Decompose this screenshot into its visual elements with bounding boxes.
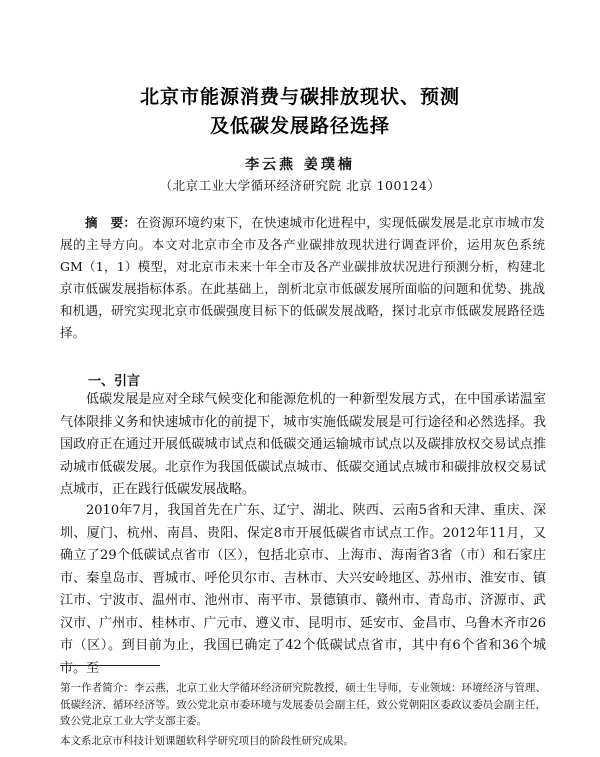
body-paragraph-1: 低碳发展是应对全球气候变化和能源危机的一种新型发展方式，在中国承诺温室气体限排义务和快速城市化的前提下，城市实施低碳发展是可行途径和必然选择。我国政府正在通过开展低碳城市试点和低碳交通运输城市试点以及碳排放权交易试点推动城市低碳发展。北京作为我国低碳试点城市、低碳交通试点城市和碳排放权交易试点城市，正在践行低碳发展战略。: [60, 392, 546, 497]
abstract-text: 在资源环境约束下，在快速城市化进程中，实现低碳发展是北京市城市发展的主导方向。本文对北京市全市及各产业碳排放现状进行调查评价，运用灰色系统GM（1，1）模型，对北京市未来十年全市及各产业碳排放状况进行预测分析，构建北京市低碳发展指标体系。在此基础上，剖析北京市低碳发展所面临的问题和优势、挑战和机遇，研究实现北京市低碳强度目标下的低碳发展战略，探讨北京市低碳发展路径选择。: [60, 215, 545, 340]
footnote-divider: [60, 665, 160, 666]
footnote-funding: 本文系北京市科技计划课题软科学研究项目的阶段性研究成果。: [60, 735, 354, 747]
paper-title-line-1: 北京市能源消费与碳排放现状、预测: [139, 86, 460, 108]
affiliation: （北京工业大学循环经济研究院 北京 100124）: [159, 178, 441, 193]
abstract: [60, 212, 545, 344]
body-paragraph-2: 2010年7月，我国首先在广东、辽宁、湖北、陕西、云南5省和天津、重庆、深圳、厦门、杭州、南昌、贵阳、保定8市开展低碳省市试点工作。2012年11月，又确立了29个低碳试点省市（区），包括北京市、上海市、海南省3省（市）和石家庄市、秦皇岛市、晋城市、呼伦贝尔市、吉林市、大兴安岭地区、苏州市、淮安市、镇江市、宁波市、温州市、池州市、南平市、景德镇市、赣州市、青岛市、济源市、武汉市、广州市、桂林市、广元市、遵义市、昆明市、延安市、金昌市、乌鲁木齐市26市（区）。到目前为止，我国已确定了42个低碳试点省市，其中有6个省和36个城市。至: [60, 503, 546, 676]
authors: 李云燕 姜璞楠: [245, 157, 355, 173]
paper-title-line-2: 及低碳发展路径选择: [209, 115, 390, 137]
footnote-author-bio: 第一作者简介：李云燕，北京工业大学循环经济研究院教授，硕士生导师，专业领域：环境经济与管理、低碳经济、循环经济等。致公党北京市委环境与发展委员会副主任，致公党朝阳区委政议委员会副主任，致公党北京工业大学支部主委。: [60, 682, 546, 727]
section-heading-introduction: 一、引言: [88, 374, 141, 389]
abstract-label: 摘 要：: [85, 215, 137, 230]
